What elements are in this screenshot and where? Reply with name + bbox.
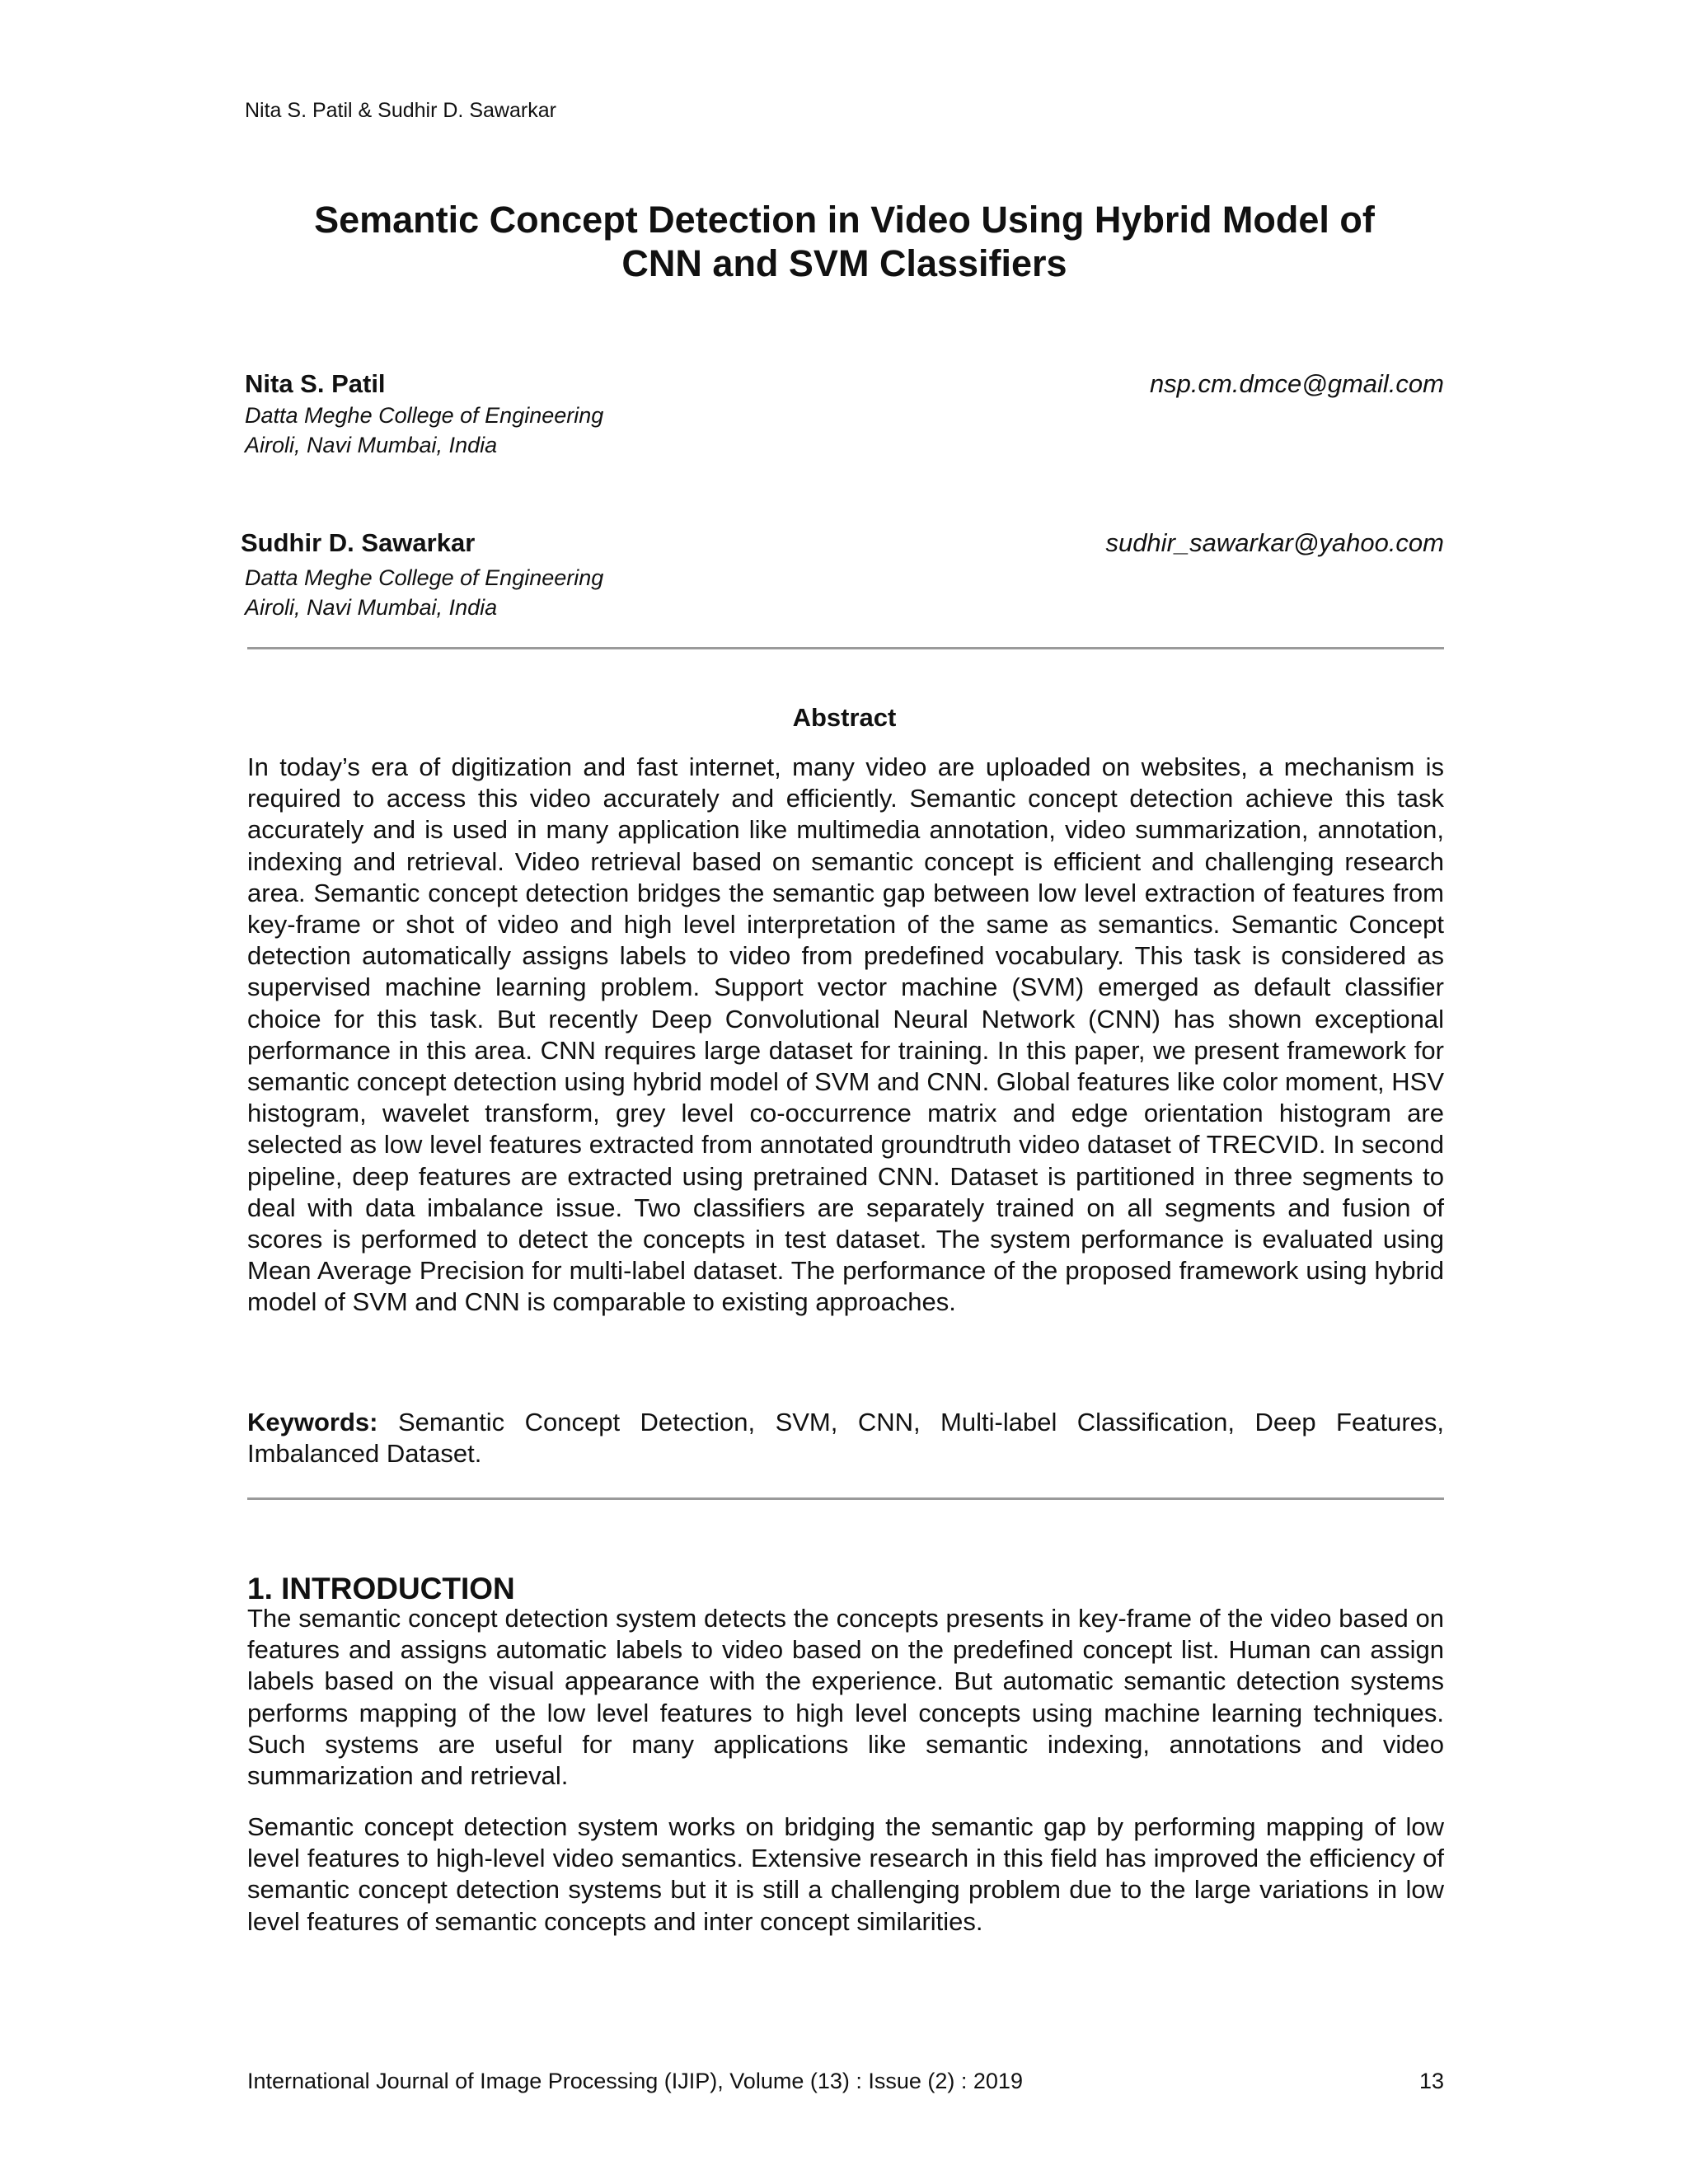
author-2-institution: Datta Meghe College of Engineering xyxy=(245,565,604,590)
running-head: Nita S. Patil & Sudhir D. Sawarkar xyxy=(245,99,556,122)
footer-journal: International Journal of Image Processing (IJIP), Volume (13) : Issue (2) : 2019 xyxy=(247,2069,1023,2093)
abstract-text: In today’s era of digitization and fast internet, many video are uploaded on websites, a mechanism is required to access this video accurately and efficiently. Semantic concept detection achieve this task accurately and is used in many application like multimedia annotation, video summarization, annotation, indexing and retrieval. Video retrieval based on semantic concept is efficient and challenging research area. Semantic concept detection bridges the semantic gap between low level extraction of features from key-frame or shot of video and high level interpretation of the same as semantics. Semantic Concept detection automatically assigns labels to video from predefined vocabulary. This task is considered as supervised machine learning problem. Support vector machine (SVM) emerged as default classifier choice for this task. But recently Deep Convolutional Neural Network (CNN) has shown exceptional performance in this area. CNN requires large dataset for training. In this paper, we present framework for semantic concept detection using hybrid model of SVM and CNN. Global features like color moment, HSV histogram, wavelet transform, grey level co-occurrence matrix and edge orientation histogram are selected as low level features extracted from annotated groundtruth video dataset of TRECVID. In second pipeline, deep features are extracted using pretrained CNN. Dataset is partitioned in three segments to deal with data imbalance issue. Two classifiers are separately trained on all segments and fusion of scores is performed to detect the concepts in test dataset. The system performance is evaluated using Mean Average Precision for multi-label dataset. The performance of the proposed framework using hybrid model of SVM and CNN is comparable to existing approaches. xyxy=(247,752,1444,1317)
intro-paragraph-2: Semantic concept detection system works on bridging the semantic gap by performing mapping of low level features to high-level video semantics. Extensive research in this field has improved the efficiency of semantic concept detection systems but it is still a challenging problem due to the large variations in low level features of semantic concepts and inter concept similarities. xyxy=(247,1812,1444,1936)
keywords-text: Semantic Concept Detection, SVM, CNN, Multi-label Classification, Deep Features, Imbalanced Dataset. xyxy=(247,1408,1444,1469)
author-2-affiliation xyxy=(245,563,603,622)
author-2-email[interactable]: sudhir_sawarkar@yahoo.com xyxy=(1105,528,1444,557)
intro-paragraph-1: The semantic concept detection system detects the concepts presents in key-frame of the video based on features and assigns automatic labels to video based on the predefined concept list. Human can assign labels based on the visual appearance with the experience. But automatic semantic detection systems performs mapping of the low level features to high level concepts using machine learning techniques. Such systems are useful for many applications like semantic indexing, annotations and video summarization and retrieval. xyxy=(247,1604,1444,1791)
title-line-2: CNN and SVM Classifiers xyxy=(621,242,1067,284)
author-1-name: Nita S. Patil xyxy=(245,369,386,398)
top-divider xyxy=(247,647,1444,649)
section-heading-introduction: 1. INTRODUCTION xyxy=(247,1572,515,1605)
author-1-email[interactable]: nsp.cm.dmce@gmail.com xyxy=(1149,369,1444,398)
title-line-1: Semantic Concept Detection in Video Using Hybrid Model of xyxy=(314,199,1375,241)
author-1-location: Airoli, Navi Mumbai, India xyxy=(245,433,498,457)
abstract-heading: Abstract xyxy=(792,703,897,732)
paper-title xyxy=(245,198,1444,285)
author-1-affiliation xyxy=(245,401,603,460)
keywords-label: Keywords: xyxy=(247,1408,378,1436)
page-number: 13 xyxy=(1418,2069,1444,2093)
author-1-institution: Datta Meghe College of Engineering xyxy=(245,403,604,428)
author-2-name: Sudhir D. Sawarkar xyxy=(241,528,476,557)
keywords xyxy=(247,1407,1444,1469)
author-2-location: Airoli, Navi Mumbai, India xyxy=(245,595,498,620)
bottom-divider xyxy=(247,1497,1444,1500)
